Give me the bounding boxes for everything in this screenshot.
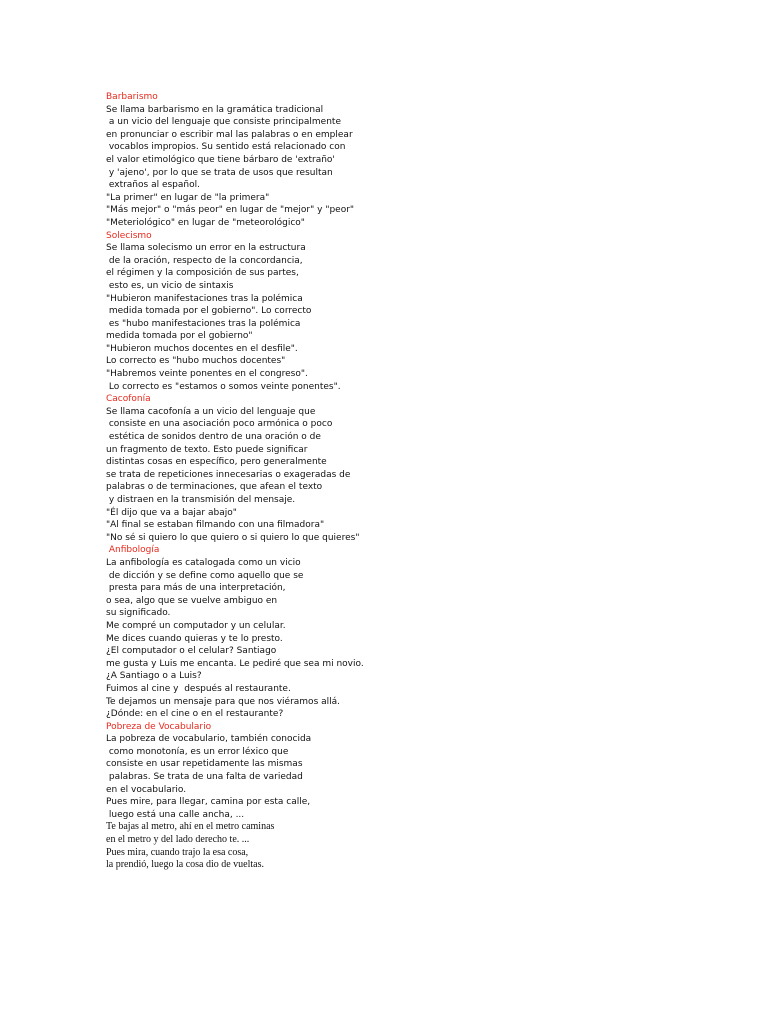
text-line: estética de sonidos dentro de una oración o de xyxy=(106,432,321,443)
section-heading: Pobreza de Vocabulario xyxy=(106,721,212,732)
text-line: a un vicio del lenguaje que consiste principalmente xyxy=(106,117,341,128)
text-line: "Más mejor" o "más peor" en lugar de "mejor" y "peor" xyxy=(106,205,355,216)
section-heading: Solecismo xyxy=(106,230,152,241)
text-line: Lo correcto es "hubo muchos docentes" xyxy=(106,356,286,367)
text-line: "Hubieron manifestaciones tras la polémica xyxy=(106,293,303,304)
text-line: "Meteriológico" en lugar de "meteorológico" xyxy=(106,217,305,228)
section-heading: Barbarismo xyxy=(106,92,158,102)
text-line: en el metro y del lado derecho te. ... xyxy=(106,834,250,846)
section-heading: Anfibología xyxy=(106,545,160,556)
text-line: como monotonía, es un error léxico que xyxy=(106,746,289,757)
text-line: ¿Dónde: en el cine o en el restaurante? xyxy=(106,709,284,720)
text-line: Me compré un computador y un celular. xyxy=(106,620,286,631)
text-line: consiste en usar repetidamente las mismas xyxy=(106,759,303,770)
text-line: "No sé si quiero lo que quiero o si quiero lo que quieres" xyxy=(106,532,360,543)
text-line: me gusta y Luis me encanta. Le pediré que sea mi novio. xyxy=(106,658,364,669)
text-line: la prendió, luego la cosa dio de vueltas. xyxy=(106,859,265,871)
text-line: Me dices cuando quieras y te lo presto. xyxy=(106,633,283,644)
section-pobreza-de-vocabulario xyxy=(106,721,746,872)
text-line: y distraen en la transmisión del mensaje. xyxy=(106,495,296,505)
text-line: el régimen y la composición de sus partes, xyxy=(106,268,299,279)
text-line: y 'ajeno', por lo que se trata de usos que resultan xyxy=(106,167,333,178)
text-line: en pronunciar o escribir mal las palabras o en emplear xyxy=(106,129,353,140)
text-line: de la oración, respecto de la concordancia, xyxy=(106,255,303,266)
text-line: palabras. Se trata de una falta de variedad xyxy=(106,772,303,783)
section-anfibologia xyxy=(106,544,746,720)
text-line: de dicción y se define como aquello que se xyxy=(106,570,304,581)
section-barbarismo xyxy=(106,91,746,230)
text-line: Fuimos al cine y después al restaurante. xyxy=(106,683,291,694)
text-line: ¿A Santiago o a Luis? xyxy=(106,671,202,682)
text-line: Pues mire, para llegar, camina por esta calle, xyxy=(106,797,311,808)
text-line: es "hubo manifestaciones tras la polémica xyxy=(106,318,301,329)
text-line: esto es, un vicio de sintaxis xyxy=(106,280,234,291)
text-line: medida tomada por el gobierno". Lo correcto xyxy=(106,306,312,317)
text-line: vocablos impropios. Su sentido está relacionado con xyxy=(106,142,346,153)
text-line: o sea, algo que se vuelve ambiguo en xyxy=(106,595,278,606)
text-line: Se llama solecismo un error en la estructura xyxy=(106,243,306,254)
section-cacofonia xyxy=(106,393,746,544)
text-line: Se llama barbarismo en la gramática tradicional xyxy=(106,104,324,115)
text-line: La pobreza de vocabulario, también conocida xyxy=(106,734,312,745)
text-line: extraños al español. xyxy=(106,180,200,191)
text-line: distintas cosas en específico, pero generalmente xyxy=(106,457,327,468)
text-line: Pues mira, cuando trajo la esa cosa, xyxy=(106,846,249,858)
text-line: palabras o de terminaciones, que afean el texto xyxy=(106,482,323,493)
text-line: luego está una calle ancha, ... xyxy=(106,809,245,820)
text-line: consiste en una asociación poco armónica o poco xyxy=(106,419,333,430)
text-line: La anfibología es catalogada como un vicio xyxy=(106,557,301,568)
text-line: "Al final se estaban filmando con una filmadora" xyxy=(106,520,325,531)
text-line: Te bajas al metro, ahí en el metro caminas xyxy=(106,821,275,833)
text-line: se trata de repeticiones innecesarias o exageradas de xyxy=(106,469,351,480)
text-line: Lo correcto es "estamos o somos veinte ponentes". xyxy=(106,381,341,392)
text-line: "Hubieron muchos docentes en el desfile". xyxy=(106,343,298,354)
text-line: Se llama cacofonía a un vicio del lenguaje que xyxy=(106,406,316,417)
text-line: un fragmento de texto. Esto puede significar xyxy=(106,444,308,455)
text-line: "La primer" en lugar de "la primera" xyxy=(106,192,270,203)
text-line: su significado. xyxy=(106,608,171,619)
text-line: ¿El computador o el celular? Santiago xyxy=(106,646,277,657)
text-line: medida tomada por el gobierno" xyxy=(106,331,253,342)
document-page xyxy=(106,91,746,872)
text-line: Te dejamos un mensaje para que nos viéramos allá. xyxy=(106,696,341,707)
section-heading: Cacofonía xyxy=(106,394,151,405)
text-line: presta para más de una interpretación, xyxy=(106,583,286,594)
text-line: en el vocabulario. xyxy=(106,784,187,795)
text-line: "Él dijo que va a bajar abajo" xyxy=(106,507,237,518)
section-solecismo xyxy=(106,230,746,394)
text-line: "Habremos veinte ponentes en el congreso". xyxy=(106,369,308,380)
text-line: el valor etimológico que tiene bárbaro de 'extraño' xyxy=(106,154,335,165)
